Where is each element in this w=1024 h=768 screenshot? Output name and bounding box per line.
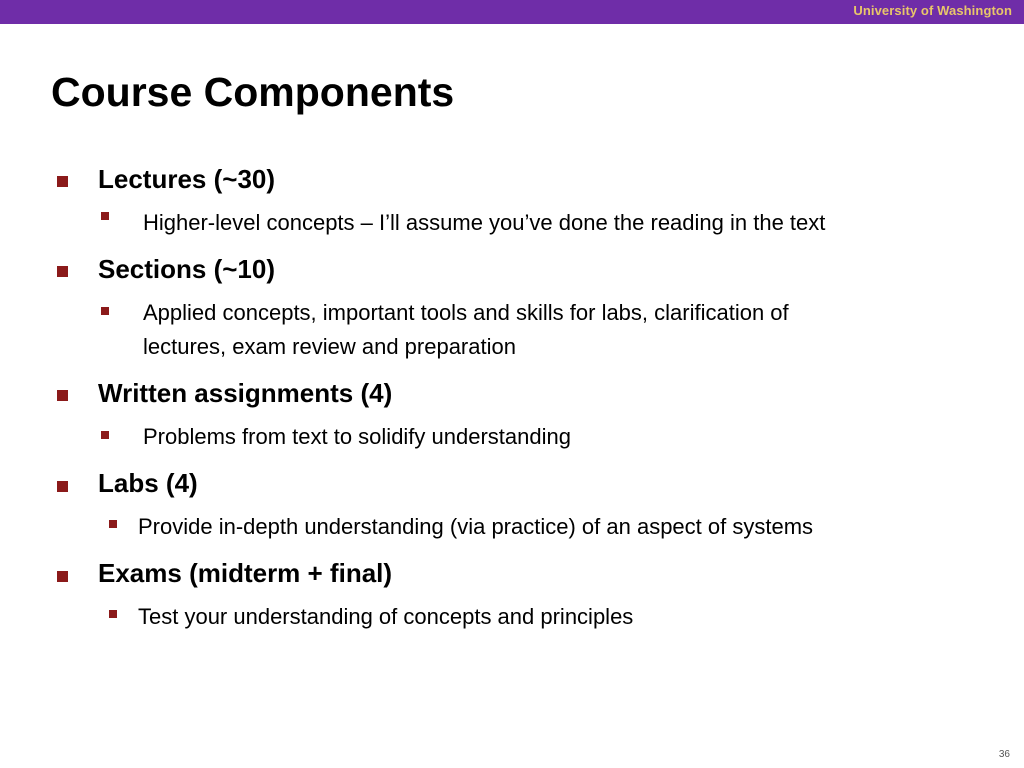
- org-name: University of Washington: [853, 3, 1012, 18]
- sub-bullet-text: Applied concepts, important tools and skills for labs, clarification of: [143, 300, 789, 325]
- sub-bullet-text: Provide in-depth understanding (via practice) of an aspect of systems: [138, 514, 814, 539]
- page-number: 36: [998, 749, 1010, 760]
- bullet-item-exams: Exams (midterm + final): [98, 558, 393, 588]
- bullet-item-lectures: Lectures (~30): [98, 164, 276, 194]
- sub-bullet-square-icon: [101, 431, 109, 439]
- bullet-square-icon: [57, 266, 68, 277]
- sub-bullet-text: Problems from text to solidify understanding: [143, 424, 571, 449]
- bullet-item-written-assignments: Written assignments (4): [98, 378, 393, 408]
- bullet-item-sections: Sections (~10): [98, 254, 276, 284]
- sub-bullet-square-icon: [109, 520, 117, 528]
- sub-bullet-text-continued: lectures, exam review and preparation: [143, 334, 516, 359]
- sub-bullet-square-icon: [109, 610, 117, 618]
- sub-bullet-text: Test your understanding of concepts and principles: [138, 604, 634, 629]
- sub-bullet-text: Higher-level concepts – I’ll assume you’ve done the reading in the text: [143, 210, 826, 235]
- bullet-square-icon: [57, 176, 68, 187]
- bullet-square-icon: [57, 481, 68, 492]
- bullet-square-icon: [57, 390, 68, 401]
- sub-bullet-square-icon: [101, 307, 109, 315]
- sub-bullet-square-icon: [101, 212, 109, 220]
- bullet-item-labs: Labs (4): [98, 468, 198, 498]
- slide-title: Course Components: [51, 69, 455, 115]
- bullet-square-icon: [57, 571, 68, 582]
